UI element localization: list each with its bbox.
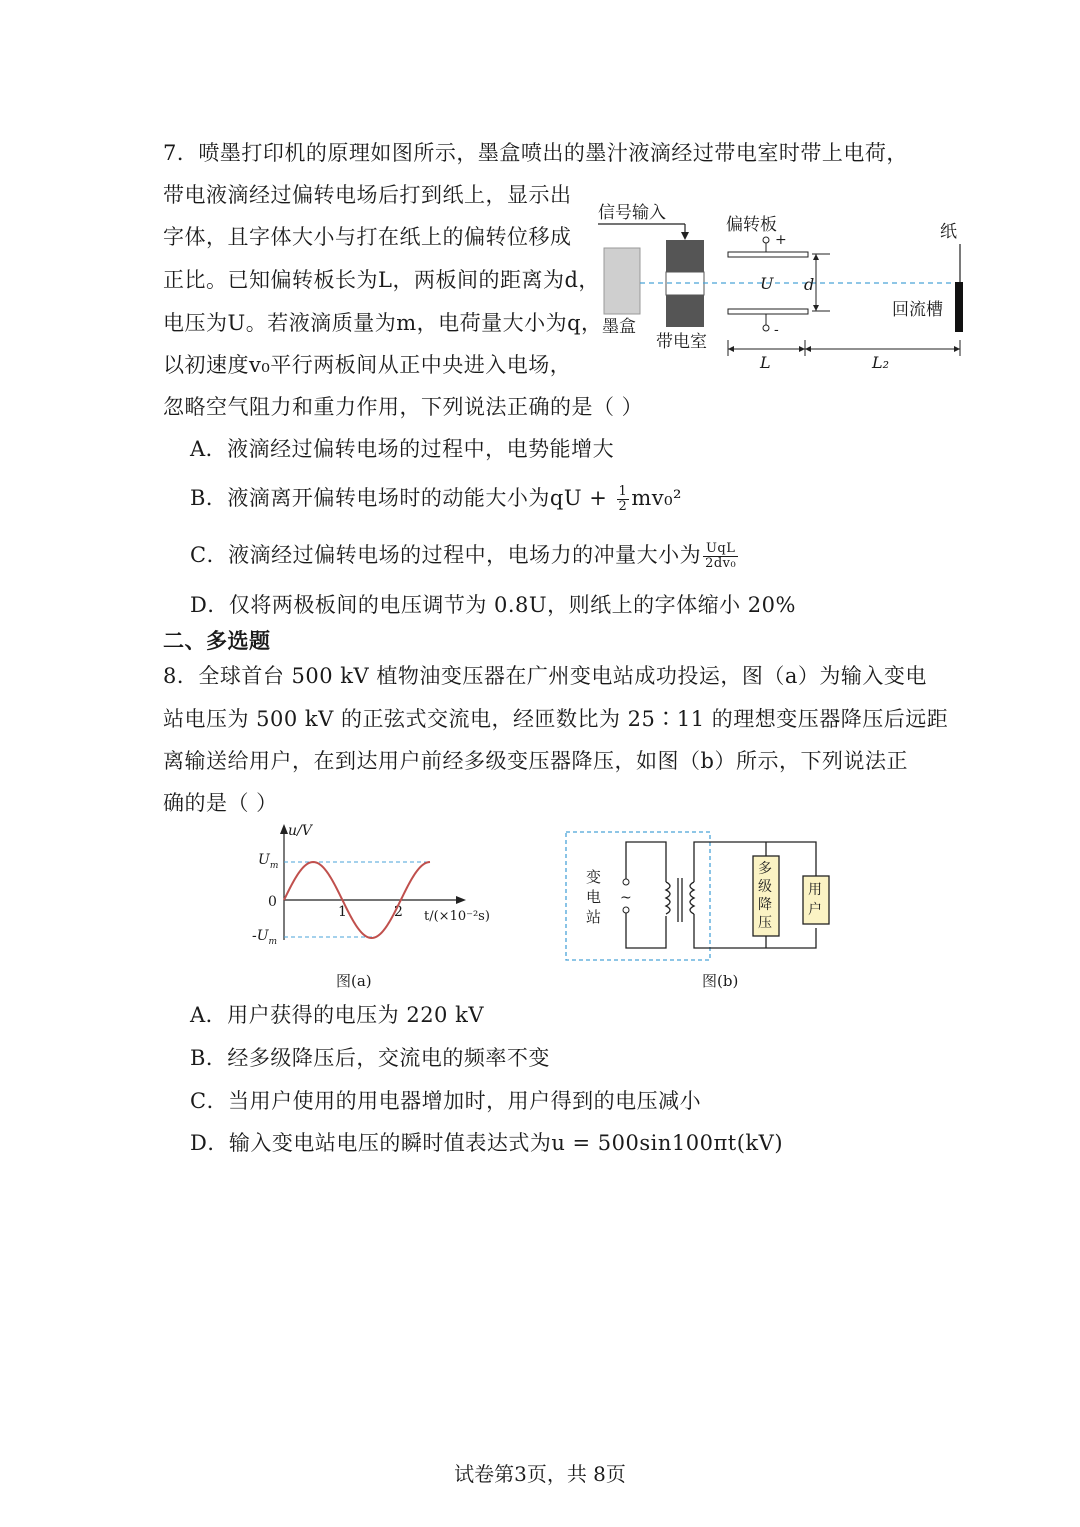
q8-option-c: C．当用户使用的用电器增加时，用户得到的电压减小 <box>190 1089 702 1113</box>
svg-text:站: 站 <box>586 908 602 926</box>
q7-line-1: 7．喷墨打印机的原理如图所示，墨盒喷出的墨汁液滴经过带电室时带上电荷， <box>163 141 908 165</box>
svg-text:变: 变 <box>586 868 602 886</box>
q7-line-3: 字体，且字体大小与打在纸上的偏转位移成 <box>163 225 572 249</box>
charge-room-label: 带电室 <box>656 332 707 352</box>
q7-line-5: 电压为U。若液滴质量为m，电荷量大小为q， <box>163 311 603 335</box>
charge-room-top <box>666 240 704 272</box>
length-L-label: L <box>760 353 771 372</box>
fig-b-caption: 图(b) <box>702 972 739 990</box>
ink-box <box>604 248 640 314</box>
q7-option-d: D．仅将两极板间的电压调节为 0.8U，则纸上的字体缩小 20% <box>190 593 796 617</box>
fig-a-caption: 图(a) <box>336 972 372 990</box>
svg-text:压: 压 <box>758 915 772 931</box>
ink-box-label: 墨盒 <box>602 317 636 337</box>
paper-label: 纸 <box>940 222 957 242</box>
q8-option-d: D．输入变电站电压的瞬时值表达式为u = 500sin100πt(kV) <box>190 1131 784 1155</box>
upper-plate <box>728 252 808 257</box>
svg-text:+: + <box>775 232 787 248</box>
c-fraction: $\frac{\text{UqL}}{\text{2dv₀}}$ <box>705 541 737 571</box>
q8-option-b: B．经多级降压后，交流电的频率不变 <box>190 1046 550 1070</box>
q7-option-c: C．液滴经过偏转电场的过程中，电场力的冲量大小为 $\frac{\text{UqL}}{\text{2dv₀}}$ <box>190 541 737 571</box>
svg-text:多: 多 <box>758 861 772 877</box>
q7-option-b: B．液滴离开偏转电场时的动能大小为qU + $\frac{1}{2}$ mv₀² <box>190 484 682 514</box>
x-tick-2: 2 <box>394 904 403 920</box>
deflector-label: 偏转板 <box>726 215 777 235</box>
q8-line-4: 确的是（ ） <box>163 791 278 815</box>
q8-line-2: 站电压为 500 kV 的正弦式交流电，经匝数比为 25∶11 的理想变压器降压后远距 <box>163 707 949 731</box>
section-heading: 二、多选题 <box>163 628 271 653</box>
charge-room-bottom <box>666 295 704 327</box>
x-axis-label: t/(×10⁻²s) <box>424 909 490 924</box>
b-fraction: $\frac{1}{2}$ <box>618 484 628 514</box>
q8-line-1: 8．全球首台 500 kV 植物油变压器在广州变电站成功投运，图（a）为输入变电 <box>163 664 927 688</box>
svg-text:电: 电 <box>586 888 602 906</box>
voltage-U-label: U <box>760 274 774 293</box>
page-footer: 试卷第3页，共 8页 <box>454 1462 626 1486</box>
gutter <box>955 282 963 332</box>
signal-input-label: 信号输入 <box>598 203 666 223</box>
circuit-diagram <box>560 828 840 998</box>
length-L2-label: L₂ <box>872 353 890 372</box>
q7-option-a: A．液滴经过偏转电场的过程中，电势能增大 <box>190 437 615 461</box>
q7-line-2: 带电液滴经过偏转电场后打到纸上，显示出 <box>163 183 572 207</box>
distance-d-label: d <box>804 275 815 294</box>
gutter-label: 回流槽 <box>892 300 943 320</box>
inkjet-diagram <box>590 190 980 380</box>
svg-text:级: 级 <box>758 879 772 895</box>
x-tick-1: 1 <box>338 904 347 920</box>
lower-plate <box>728 309 808 314</box>
q7-line-4: 正比。已知偏转板长为L，两板间的距离为d， <box>163 268 600 292</box>
y-tick-um: $U_m$ <box>258 852 279 871</box>
q7-line-6: 以初速度v₀平行两板间从正中央进入电场， <box>163 353 572 377</box>
y-axis-label: u/V <box>288 823 312 839</box>
y-tick-zero: 0 <box>268 894 277 910</box>
sine-wave-chart <box>240 820 500 995</box>
svg-text:-: - <box>774 322 779 338</box>
q8-option-a: A．用户获得的电压为 220 kV <box>190 1003 484 1027</box>
q8-line-3: 离输送给用户，在到达用户前经多级变压器降压，如图（b）所示，下列说法正 <box>163 749 908 773</box>
svg-text:降: 降 <box>758 897 772 913</box>
y-tick-neg-um: $-U_m$ <box>252 928 278 947</box>
q7-line-7: 忽略空气阻力和重力作用，下列说法正确的是（ ） <box>163 395 644 419</box>
ac-symbol: ~ <box>620 890 632 906</box>
svg-text:户: 户 <box>808 902 822 918</box>
svg-text:用: 用 <box>808 882 822 898</box>
